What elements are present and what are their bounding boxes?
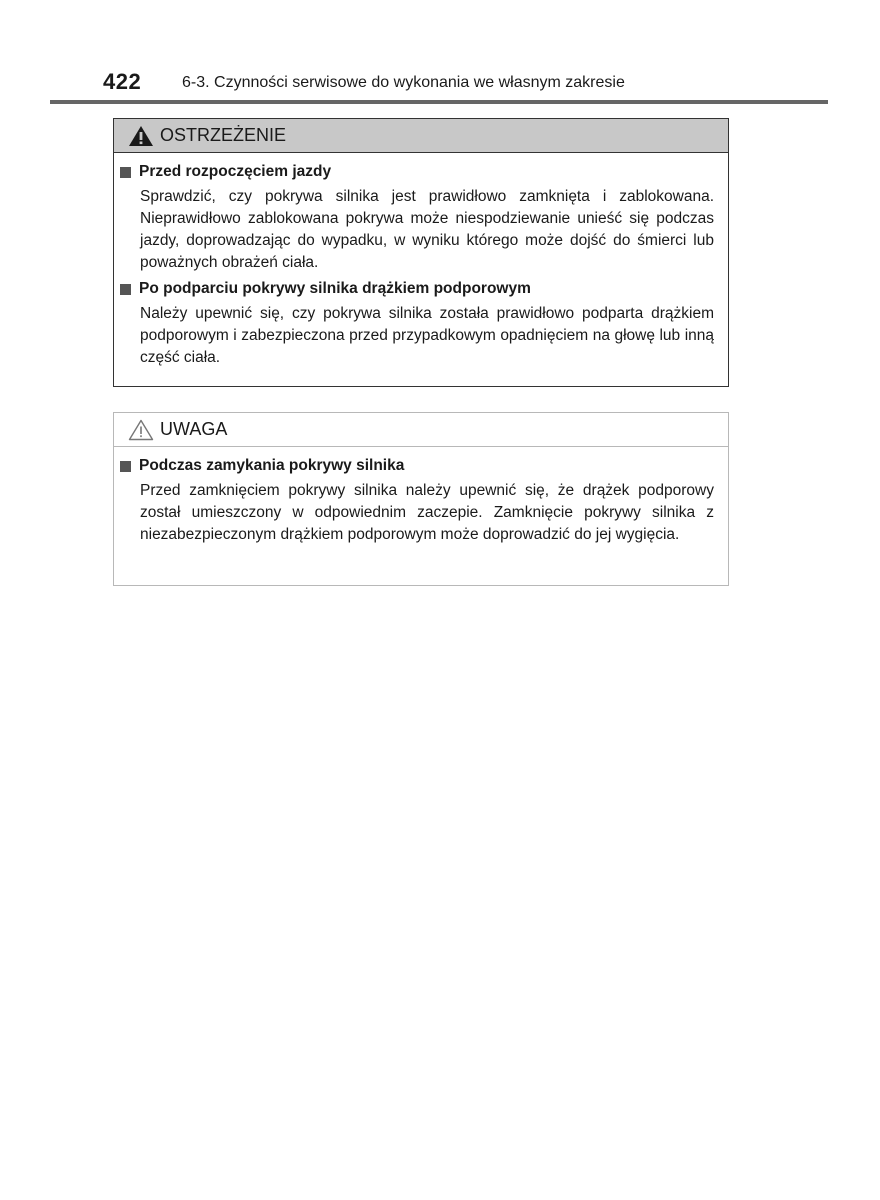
warning-item-text: Należy upewnić się, czy pokrywa silnika została prawidłowo podparta drążkiem podporowym i zabezpieczona przed przypadkowym opadnięciem na głowę lub inną część ciała. <box>140 305 714 366</box>
header-divider <box>50 100 828 104</box>
square-bullet-icon <box>120 284 131 295</box>
page-number: 422 <box>103 69 142 94</box>
section-title: 6-3. Czynności serwisowe do wykonania we własnym zakresie <box>182 74 625 91</box>
warning-box-header <box>114 119 728 153</box>
warning-box <box>113 118 729 387</box>
warning-item-heading-text: Po podparciu pokrywy silnika drążkiem podporowym <box>139 280 531 297</box>
warning-triangle-icon <box>128 125 154 147</box>
notice-box-title: UWAGA <box>160 419 228 439</box>
caution-triangle-icon <box>128 419 154 441</box>
notice-item-heading-text: Podczas zamykania pokrywy silnika <box>139 457 405 474</box>
warning-item-heading <box>118 161 714 183</box>
warning-item-text: Sprawdzić, czy pokrywa silnika jest prawidłowo zamknięta i zablokowana. Nieprawidłowo zablokowana pokrywa może niespodziewanie unieść się podczas jazdy, doprowadzając do wypadku, w wyniku którego może dojść do śmierci lub poważnych obrażeń ciała. <box>140 188 714 271</box>
page-header <box>0 0 880 110</box>
notice-box-body <box>114 447 728 546</box>
notice-item <box>118 455 714 546</box>
warning-box-body <box>114 153 728 369</box>
warning-item-heading-text: Przed rozpoczęciem jazdy <box>139 163 332 180</box>
notice-box-header <box>114 413 728 447</box>
warning-item <box>118 161 714 274</box>
warning-box-title: OSTRZEŻENIE <box>160 125 287 145</box>
square-bullet-icon <box>120 461 131 472</box>
square-bullet-icon <box>120 167 131 178</box>
warning-item <box>118 278 714 369</box>
notice-item-heading <box>118 455 714 477</box>
warning-item-heading <box>118 278 714 300</box>
notice-box <box>113 412 729 586</box>
notice-item-text: Przed zamknięciem pokrywy silnika należy upewnić się, że drążek podporowy został umieszczony w odpowiednim zaczepie. Zamknięcie pokrywy silnika z niezabezpieczonym drążkiem podporowym może doprowadzić do jej wygięcia. <box>140 482 714 543</box>
